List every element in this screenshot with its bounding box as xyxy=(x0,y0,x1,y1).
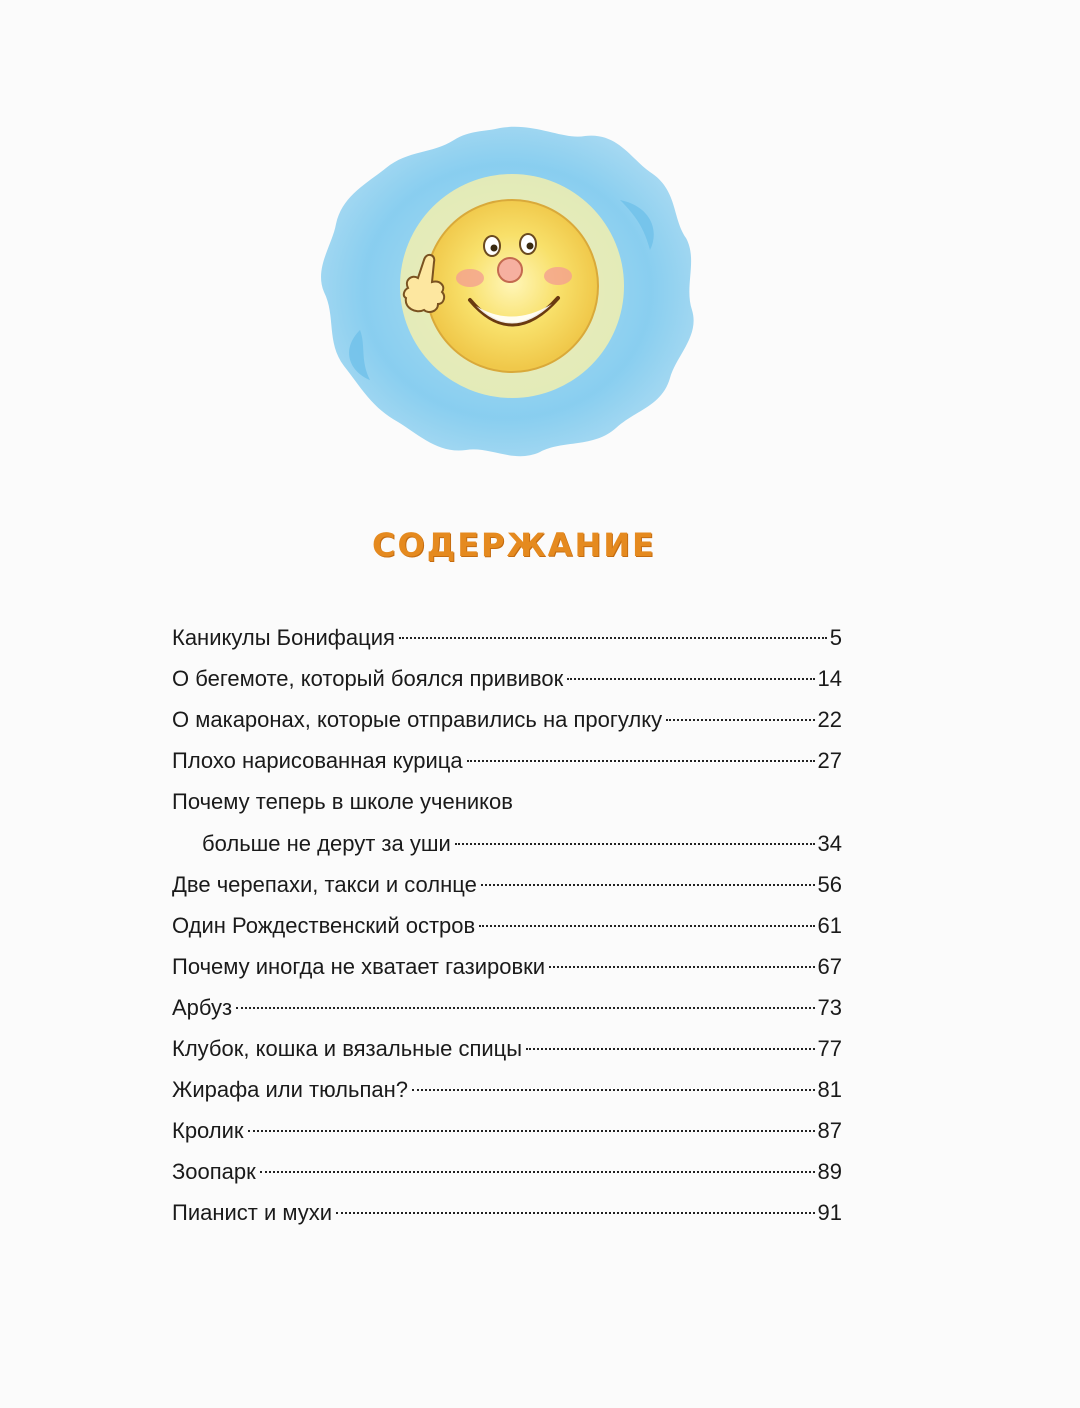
dot-leader xyxy=(567,678,814,680)
toc-entry-page: 22 xyxy=(817,707,842,732)
toc-entry-title: Клубок, кошка и вязальные спицы xyxy=(172,1036,523,1061)
toc-entry xyxy=(172,702,842,742)
toc-entry xyxy=(172,743,842,783)
toc-entry-page: 91 xyxy=(817,1200,842,1225)
toc-entry-page: 81 xyxy=(817,1077,842,1102)
dot-leader xyxy=(399,637,827,639)
toc-entry-page: 56 xyxy=(817,872,842,897)
toc-entry-title: Две черепахи, такси и солнце xyxy=(172,872,477,897)
dot-leader xyxy=(412,1089,815,1091)
smiling-sun-icon xyxy=(300,110,700,470)
toc-entry-page: 34 xyxy=(817,831,842,856)
toc-entry xyxy=(172,1113,842,1153)
toc-entry-page: 5 xyxy=(829,625,842,650)
toc-entry xyxy=(172,990,842,1030)
toc-title: СОДЕРЖАНИЕ xyxy=(372,526,656,564)
toc-entry-title-continued: больше не дерут за уши xyxy=(202,831,451,856)
toc-entry-title: Арбуз xyxy=(172,995,233,1020)
toc-entry xyxy=(172,908,842,948)
dot-leader xyxy=(549,966,814,968)
dot-leader xyxy=(236,1007,814,1009)
toc-entry-page: 67 xyxy=(817,954,842,979)
toc-entry-page: 61 xyxy=(817,913,842,938)
toc-entry-title: О бегемоте, который боялся прививок xyxy=(172,666,564,691)
toc-entry-title: О макаронах, которые отправились на прогулку xyxy=(172,707,663,732)
dot-leader xyxy=(336,1212,814,1214)
dot-leader xyxy=(481,884,815,886)
toc-entry xyxy=(172,784,842,864)
toc-entry-page: 73 xyxy=(817,995,842,1020)
toc-entry-title: Плохо нарисованная курица xyxy=(172,748,463,773)
toc-entry xyxy=(172,1031,842,1071)
toc-entry-title: Жирафа или тюльпан? xyxy=(172,1077,408,1102)
toc-entry-title: Пианист и мухи xyxy=(172,1200,333,1225)
toc-entry-title: Почему иногда не хватает газировки xyxy=(172,954,546,979)
dot-leader xyxy=(526,1048,814,1050)
dot-leader xyxy=(479,925,814,927)
toc-entry xyxy=(172,620,842,660)
dot-leader xyxy=(467,760,815,762)
toc-entry xyxy=(172,949,842,989)
toc-entry xyxy=(172,1072,842,1112)
toc-entry xyxy=(172,1195,842,1235)
toc-entry-title: Зоопарк xyxy=(172,1159,256,1184)
dot-leader xyxy=(666,719,814,721)
dot-leader xyxy=(260,1171,815,1173)
toc-entry-title: Каникулы Бонифация xyxy=(172,625,395,650)
toc-entry-page: 87 xyxy=(817,1118,842,1143)
dot-leader xyxy=(248,1130,815,1132)
toc-entry-title: Один Рождественский остров xyxy=(172,913,476,938)
toc-entry-page: 14 xyxy=(817,666,842,691)
toc-entry-page: 77 xyxy=(817,1036,842,1061)
toc-entry xyxy=(172,1154,842,1194)
dot-leader xyxy=(455,843,815,845)
toc-entry-title: Почему теперь в школе учеников xyxy=(172,789,513,814)
toc-entry xyxy=(172,867,842,907)
toc-entry-page: 89 xyxy=(817,1159,842,1184)
toc-entry xyxy=(172,661,842,701)
toc-entry-page: 27 xyxy=(817,748,842,773)
toc-entry-title: Кролик xyxy=(172,1118,244,1143)
